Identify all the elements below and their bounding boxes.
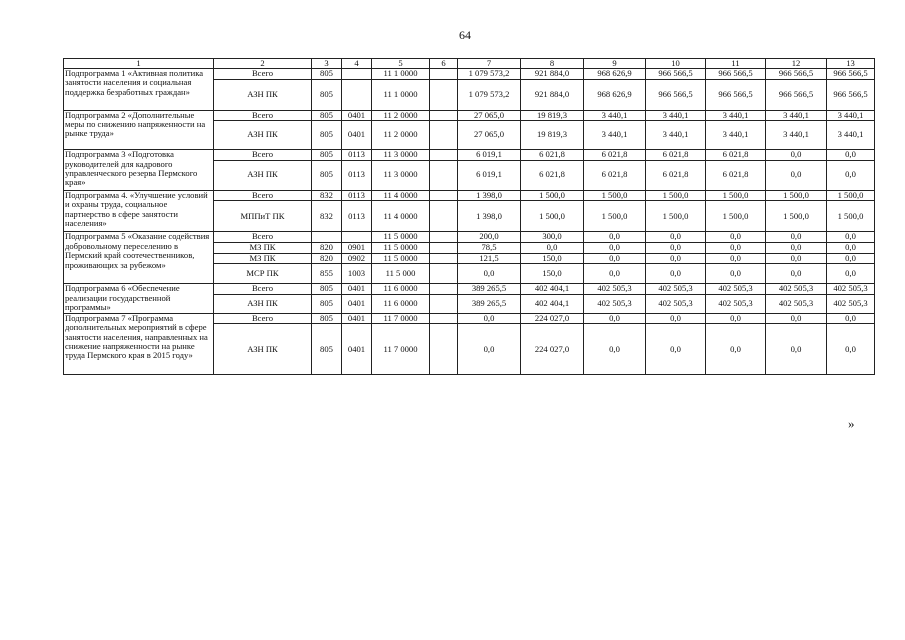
table-cell: 11 5 0000 [372,232,430,243]
table-cell: 966 566,5 [706,69,766,80]
table-cell: 200,0 [458,232,521,243]
table-cell: АЗН ПК [214,294,312,313]
column-number: 11 [706,59,766,69]
table-cell: 855 [312,264,342,284]
table-cell: 6 021,8 [521,150,584,161]
subprogram-name: Подпрограмма 3 «Подготовка руководителей для кадрового управленческого резерва Пермского края» [64,150,214,191]
table-cell: 300,0 [521,232,584,243]
table-cell: Всего [214,190,312,201]
table-cell: 11 6 0000 [372,294,430,313]
table-cell: 0113 [342,201,372,232]
table-cell: 0,0 [827,264,875,284]
table-cell: 0,0 [766,313,827,324]
table-cell: 402 505,3 [646,294,706,313]
table-cell: 0,0 [458,264,521,284]
table-cell: 11 5 0000 [372,242,430,253]
subprogram-name: Подпрограмма 7 «Программа дополнительных мероприятий в сфере занятости населения, направленных на снижение напряженности на рынке труда Пермского края в 2015 году» [64,313,214,375]
table-cell: 0,0 [766,150,827,161]
table-cell: 0,0 [584,253,646,264]
table-cell: 3 440,1 [706,110,766,121]
table-cell: 0,0 [766,264,827,284]
closing-quote: » [848,416,855,431]
table-cell: 805 [312,284,342,295]
table-cell: 389 265,5 [458,294,521,313]
subprogram-name: Подпрограмма 1 «Активная политика занятости населения и социальная поддержка безработных граждан» [64,69,214,111]
table-cell [430,190,458,201]
table-cell: 1 500,0 [584,190,646,201]
column-number: 6 [430,59,458,69]
table-cell: 6 021,8 [521,160,584,190]
table-cell: 0401 [342,324,372,375]
table-cell: 966 566,5 [646,79,706,110]
table-cell: 0,0 [827,324,875,375]
table-cell: 0,0 [766,160,827,190]
table-cell: 27 065,0 [458,110,521,121]
table-cell: 966 566,5 [706,79,766,110]
table-cell: 1 500,0 [766,190,827,201]
table-cell: 1 500,0 [584,201,646,232]
table-cell: АЗН ПК [214,324,312,375]
table-cell: АЗН ПК [214,121,312,150]
table-cell: 11 1 0000 [372,79,430,110]
table-cell: 0,0 [646,313,706,324]
table-cell: 3 440,1 [766,110,827,121]
table-cell: 1 500,0 [646,201,706,232]
table-cell: 832 [312,201,342,232]
table-cell: 78,5 [458,242,521,253]
table-cell: 3 440,1 [646,121,706,150]
table-cell: 150,0 [521,264,584,284]
table-cell: 0,0 [706,253,766,264]
table-cell [430,201,458,232]
table-cell: 966 566,5 [646,69,706,80]
table-cell: Всего [214,69,312,80]
table-cell: 820 [312,253,342,264]
table-cell: 0,0 [458,313,521,324]
table-cell: 1 079 573,2 [458,69,521,80]
table-cell: 150,0 [521,253,584,264]
column-number: 7 [458,59,521,69]
table-cell: 224 027,0 [521,324,584,375]
subprogram-name: Подпрограмма 5 «Оказание содействия добровольному переселению в Пермский край соотечественников, проживающих за рубежом» [64,232,214,284]
table-cell: 966 566,5 [766,69,827,80]
table-cell: 121,5 [458,253,521,264]
table-cell [430,284,458,295]
table-cell: 11 5 0000 [372,253,430,264]
table-cell: 6 021,8 [706,150,766,161]
subprogram-name: Подпрограмма 4. «Улучшение условий и охраны труда, социальное партнерство в сфере занятости населения» [64,190,214,232]
table-cell: Всего [214,232,312,243]
table-cell: 0,0 [646,264,706,284]
table-cell: 402 505,3 [827,294,875,313]
table-cell: 0,0 [646,253,706,264]
table-cell: МППиТ ПК [214,201,312,232]
table-cell: 832 [312,190,342,201]
table-cell: 0,0 [706,264,766,284]
table-cell: 0,0 [646,324,706,375]
table-cell [342,232,372,243]
table-cell: 11 6 0000 [372,284,430,295]
table-cell [430,150,458,161]
table-cell: Всего [214,284,312,295]
table-cell: 402 505,3 [584,284,646,295]
table-cell: 402 505,3 [827,284,875,295]
budget-table-container [63,58,875,375]
table-row-total [64,284,875,295]
table-cell: 805 [312,313,342,324]
table-cell [430,324,458,375]
table-cell: 0,0 [827,150,875,161]
column-number: 12 [766,59,827,69]
table-cell: Всего [214,150,312,161]
table-cell: 11 5 000 [372,264,430,284]
table-cell: МСР ПК [214,264,312,284]
table-cell: 0401 [342,284,372,295]
table-cell: 0,0 [766,324,827,375]
table-row-total [64,232,875,243]
table-cell: 402 505,3 [766,294,827,313]
table-cell: 968 626,9 [584,79,646,110]
table-cell [430,242,458,253]
table-cell: АЗН ПК [214,160,312,190]
column-number: 9 [584,59,646,69]
table-cell: 402 505,3 [706,284,766,295]
table-cell [430,232,458,243]
table-row-total [64,150,875,161]
table-cell: 11 1 0000 [372,69,430,80]
table-cell: 0113 [342,150,372,161]
table-cell: 1 500,0 [706,201,766,232]
table-cell: 6 019,1 [458,150,521,161]
table-cell: 3 440,1 [827,110,875,121]
table-cell: 6 021,8 [584,150,646,161]
table-cell: 402 404,1 [521,284,584,295]
table-cell [430,79,458,110]
table-cell: 11 3 0000 [372,150,430,161]
table-cell [430,69,458,80]
table-cell: 0,0 [827,160,875,190]
table-cell: АЗН ПК [214,79,312,110]
table-cell: 0901 [342,242,372,253]
table-cell [342,79,372,110]
table-cell: 0,0 [766,242,827,253]
table-cell: 3 440,1 [584,110,646,121]
subprogram-name: Подпрограмма 2 «Дополнительные меры по снижению напряженности на рынке труда» [64,110,214,150]
table-cell: 402 505,3 [766,284,827,295]
table-cell: 805 [312,324,342,375]
table-cell: 0,0 [646,242,706,253]
table-cell: 6 021,8 [646,160,706,190]
table-cell [430,121,458,150]
table-cell: 0,0 [706,232,766,243]
table-cell: 0,0 [766,232,827,243]
column-number: 13 [827,59,875,69]
table-cell: 0,0 [646,232,706,243]
column-number: 5 [372,59,430,69]
table-cell: 11 3 0000 [372,160,430,190]
table-cell: 402 505,3 [646,284,706,295]
table-cell: 0113 [342,190,372,201]
table-cell: 0,0 [458,324,521,375]
table-cell: 3 440,1 [766,121,827,150]
table-cell: 0,0 [827,313,875,324]
table-cell: 11 7 0000 [372,313,430,324]
table-cell: 3 440,1 [706,121,766,150]
table-cell: 11 7 0000 [372,324,430,375]
table-cell: 0,0 [827,242,875,253]
table-cell [430,313,458,324]
table-cell: 1 500,0 [827,190,875,201]
table-cell: 805 [312,79,342,110]
table-cell [430,110,458,121]
table-cell: 6 019,1 [458,160,521,190]
table-cell: 1 500,0 [706,190,766,201]
table-cell [430,253,458,264]
table-cell: 1 500,0 [521,190,584,201]
table-cell: 805 [312,294,342,313]
table-cell [430,264,458,284]
column-number: 1 [64,59,214,69]
table-cell: 402 505,3 [584,294,646,313]
table-cell [430,294,458,313]
table-cell: 0,0 [584,313,646,324]
table-cell: Всего [214,110,312,121]
table-cell: 0902 [342,253,372,264]
table-cell: 19 819,3 [521,110,584,121]
table-cell: 0401 [342,110,372,121]
table-cell: 1 398,0 [458,201,521,232]
table-cell: 6 021,8 [646,150,706,161]
column-number: 2 [214,59,312,69]
table-cell: 1003 [342,264,372,284]
column-number-row [64,59,875,69]
table-cell: 0,0 [584,232,646,243]
table-cell: 11 4 0000 [372,201,430,232]
table-cell: 0401 [342,294,372,313]
table-cell: 0,0 [706,313,766,324]
table-row-total [64,190,875,201]
table-cell: 3 440,1 [646,110,706,121]
table-cell: 11 4 0000 [372,190,430,201]
table-cell: 968 626,9 [584,69,646,80]
page-number: 64 [459,28,471,42]
table-cell: 0,0 [706,324,766,375]
table-cell: МЗ ПК [214,253,312,264]
table-cell: 19 819,3 [521,121,584,150]
table-cell: 3 440,1 [584,121,646,150]
table-cell: 0,0 [521,242,584,253]
table-cell: 0,0 [706,242,766,253]
table-cell [312,232,342,243]
table-cell: 805 [312,150,342,161]
table-cell: МЗ ПК [214,242,312,253]
table-cell: 0,0 [584,324,646,375]
table-cell: 6 021,8 [706,160,766,190]
table-cell: 820 [312,242,342,253]
table-cell: 0,0 [584,264,646,284]
table-cell: 11 2 0000 [372,121,430,150]
table-cell: 1 500,0 [827,201,875,232]
table-cell: 1 500,0 [646,190,706,201]
table-cell: 966 566,5 [827,69,875,80]
table-cell: 805 [312,69,342,80]
table-cell: 1 398,0 [458,190,521,201]
table-cell: 0,0 [766,253,827,264]
table-cell: 805 [312,110,342,121]
table-cell: 402 505,3 [706,294,766,313]
column-number: 3 [312,59,342,69]
column-number: 8 [521,59,584,69]
table-cell: 1 500,0 [521,201,584,232]
table-cell: 0401 [342,121,372,150]
table-cell: 6 021,8 [584,160,646,190]
table-cell: 0401 [342,313,372,324]
table-cell: 27 065,0 [458,121,521,150]
table-cell: 0113 [342,160,372,190]
table-cell: 921 884,0 [521,79,584,110]
table-cell: 966 566,5 [766,79,827,110]
table-cell: 224 027,0 [521,313,584,324]
table-cell: 921 884,0 [521,69,584,80]
table-cell: 0,0 [827,253,875,264]
column-number: 10 [646,59,706,69]
table-row-total [64,313,875,324]
table-cell: 805 [312,121,342,150]
table-row-total [64,110,875,121]
table-cell: 805 [312,160,342,190]
table-cell: 0,0 [584,242,646,253]
table-cell: 1 500,0 [766,201,827,232]
table-cell: 1 079 573,2 [458,79,521,110]
table-cell: 11 2 0000 [372,110,430,121]
table-cell: 402 404,1 [521,294,584,313]
table-cell: 3 440,1 [827,121,875,150]
table-cell: 966 566,5 [827,79,875,110]
table-cell [430,160,458,190]
table-cell: 389 265,5 [458,284,521,295]
table-row-total [64,69,875,80]
table-cell [342,69,372,80]
subprogram-name: Подпрограмма 6 «Обеспечение реализации государственной программы» [64,284,214,314]
budget-table [63,58,875,375]
table-cell: 0,0 [827,232,875,243]
table-cell: Всего [214,313,312,324]
column-number: 4 [342,59,372,69]
